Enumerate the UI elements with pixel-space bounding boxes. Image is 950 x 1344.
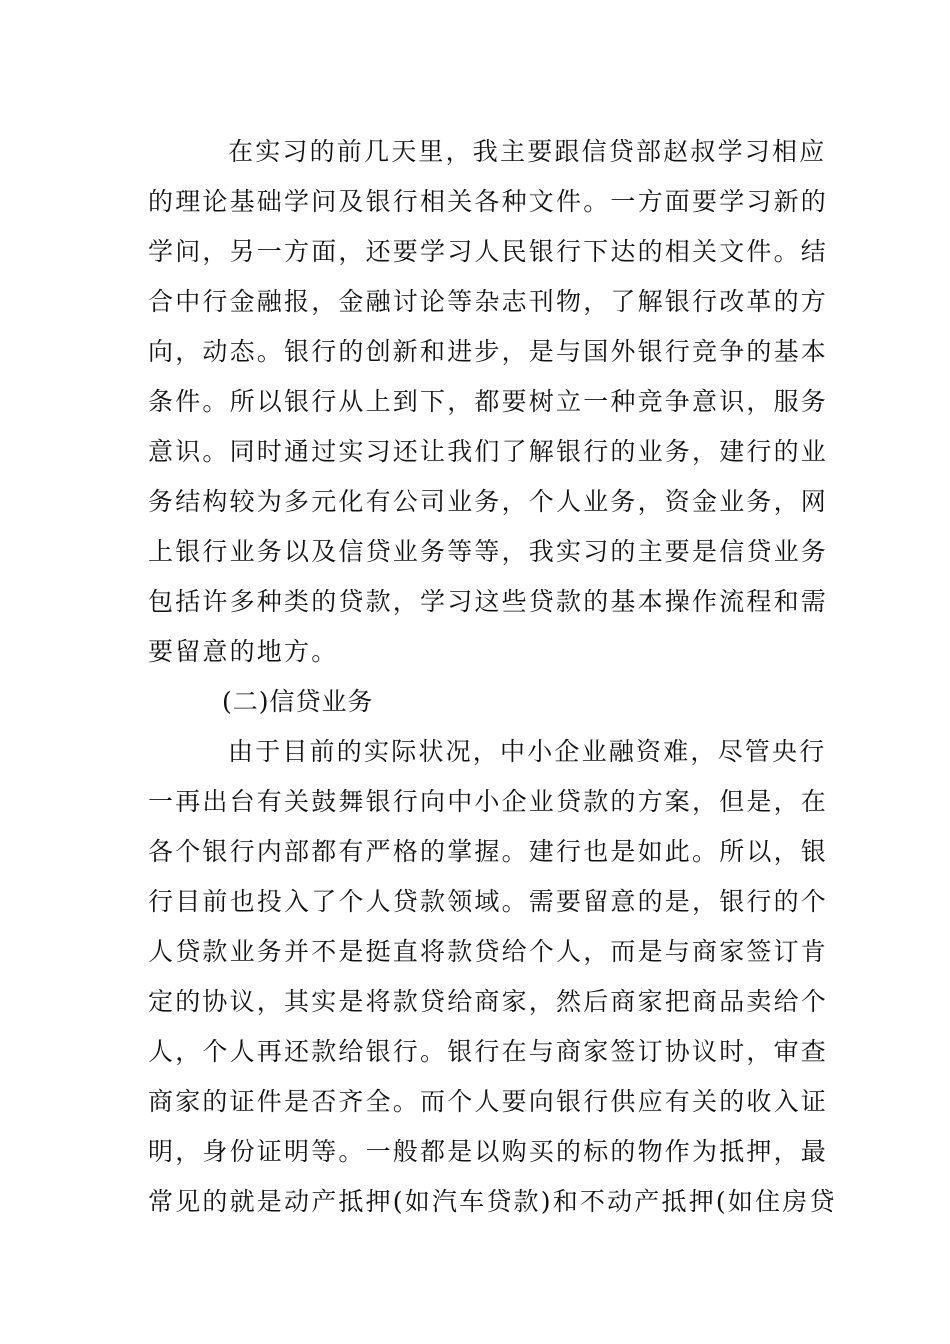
paragraph-1-line-3: 学问，另一方面，还要学习人民银行下达的相关文件。结: [148, 237, 829, 266]
paragraph-1-line-9: 上银行业务以及信贷业务等等，我实习的主要是信贷业务: [148, 537, 829, 566]
paragraph-2-line-10: 常见的就是动产抵押(如汽车贷款)和不动产抵押(如住房贷: [148, 1187, 837, 1216]
paragraph-1-line-2: 的理论基础学问及银行相关各种文件。一方面要学习新的: [148, 187, 829, 216]
paragraph-1-line-11: 要留意的地方。: [148, 637, 339, 666]
paragraph-1-line-1: 在实习的前几天里，我主要跟信贷部赵叔学习相应: [228, 137, 827, 166]
paragraph-2-line-1: 由于目前的实际状况，中小企业融资难，尽管央行: [228, 737, 827, 766]
paragraph-1-line-6: 条件。所以银行从上到下，都要树立一种竞争意识，服务: [148, 387, 829, 416]
paragraph-2-line-6: 定的协议，其实是将款贷给商家，然后商家把商品卖给个: [148, 987, 829, 1016]
paragraph-1-line-10: 包括许多种类的贷款，学习这些贷款的基本操作流程和需: [148, 587, 829, 616]
paragraph-1-line-5: 向，动态。银行的创新和进步，是与国外银行竞争的基本: [148, 337, 829, 366]
paragraph-2-line-3: 各个银行内部都有严格的掌握。建行也是如此。所以，银: [148, 837, 829, 866]
paragraph-2-line-2: 一再出台有关鼓舞银行向中小企业贷款的方案，但是，在: [148, 787, 829, 816]
paragraph-2-line-7: 人，个人再还款给银行。银行在与商家签订协议时，审查: [148, 1037, 829, 1066]
paragraph-2-line-4: 行目前也投入了个人贷款领域。需要留意的是，银行的个: [148, 887, 829, 916]
paragraph-1-line-4: 合中行金融报，金融讨论等杂志刊物，了解银行改革的方: [148, 287, 829, 316]
paragraph-2-line-5: 人贷款业务并不是挺直将款贷给个人，而是与商家签订肯: [148, 937, 829, 966]
paragraph-2-line-9: 明，身份证明等。一般都是以购买的标的物作为抵押，最: [148, 1137, 829, 1166]
paragraph-2-line-8: 商家的证件是否齐全。而个人要向银行供应有关的收入证: [148, 1087, 829, 1116]
paragraph-1-line-7: 意识。同时通过实习还让我们了解银行的业务，建行的业: [148, 437, 829, 466]
paragraph-1-line-8: 务结构较为多元化有公司业务，个人业务，资金业务，网: [148, 487, 829, 516]
section-heading: (二)信贷业务: [222, 687, 374, 716]
